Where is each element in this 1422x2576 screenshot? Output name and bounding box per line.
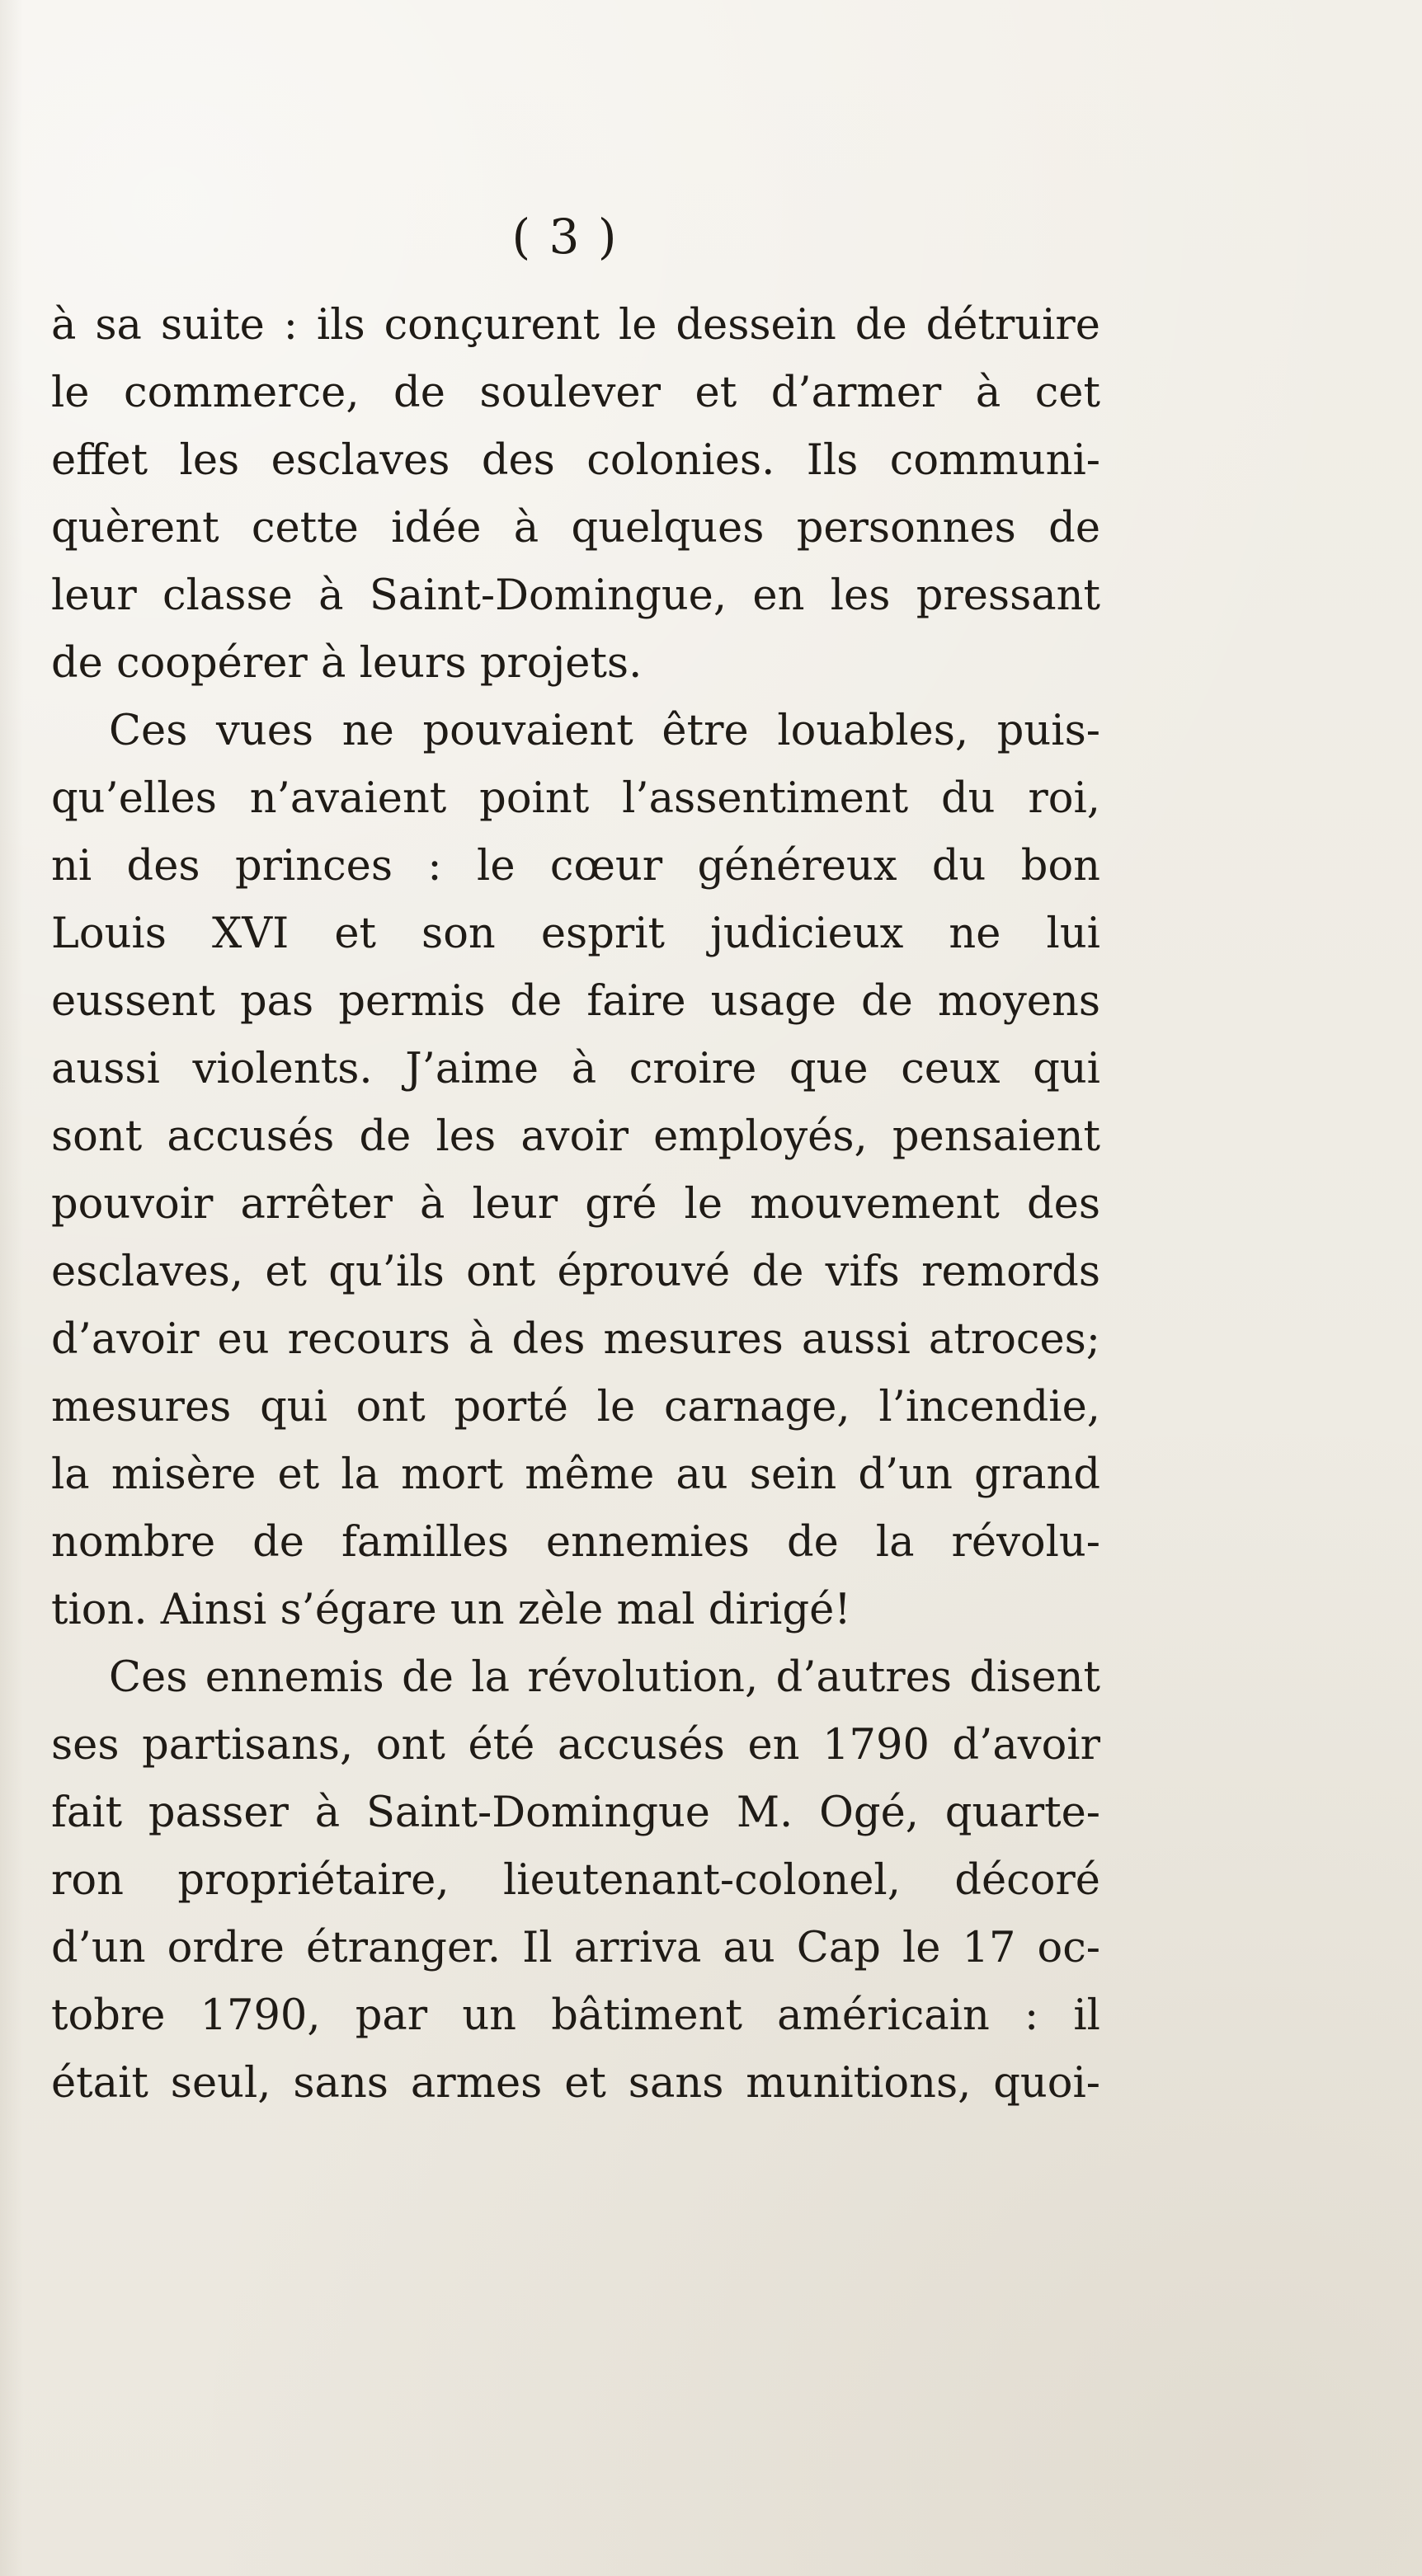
- text-line: de coopérer à leurs projets.: [51, 639, 643, 688]
- page-edge-shadow: [0, 0, 23, 2576]
- text-line: quèrent cette idée à quelques personnes de: [51, 504, 1100, 552]
- text-line: tobre 1790, par un bâtiment américain : il: [51, 1991, 1100, 2040]
- text-line: le commerce, de soulever et d’armer à cet: [51, 369, 1100, 417]
- text-line: qu’elles n’avaient point l’assentiment du roi,: [51, 774, 1100, 823]
- text-line: à sa suite : ils conçurent le dessein de détruire: [51, 301, 1100, 350]
- text-line: Ces vues ne pouvaient être louables, puis-: [109, 707, 1100, 755]
- text-line: aussi violents. J’aime à croire que ceux qui: [51, 1045, 1100, 1093]
- text-line: Ces ennemis de la révolution, d’autres disent: [109, 1653, 1100, 1702]
- text-line: ses partisans, ont été accusés en 1790 d’avoir: [51, 1721, 1100, 1770]
- text-line: tion. Ainsi s’égare un zèle mal dirigé!: [51, 1586, 851, 1634]
- paragraph-3: [51, 1644, 1100, 2118]
- text-line: d’un ordre étranger. Il arriva au Cap le 17 oc-: [51, 1924, 1100, 1972]
- text-line: était seul, sans armes et sans munitions, quoi-: [51, 2059, 1100, 2108]
- text-line: ni des princes : le cœur généreux du bon: [51, 842, 1100, 891]
- text-line: sont accusés de les avoir employés, pensaient: [51, 1112, 1100, 1161]
- text-line: fait passer à Saint-Domingue M. Ogé, quarte-: [51, 1789, 1100, 1837]
- body-text: [51, 292, 1100, 2118]
- text-line: la misère et la mort même au sein d’un grand: [51, 1450, 1100, 1499]
- text-line: mesures qui ont porté le carnage, l’incendie,: [51, 1383, 1100, 1431]
- page-number: ( 3 ): [511, 209, 619, 265]
- text-line: nombre de familles ennemies de la révolu-: [51, 1518, 1100, 1567]
- text-line: d’avoir eu recours à des mesures aussi atroces;: [51, 1315, 1100, 1364]
- text-line: esclaves, et qu’ils ont éprouvé de vifs remords: [51, 1248, 1100, 1296]
- text-line: effet les esclaves des colonies. Ils communi-: [51, 436, 1100, 485]
- paragraph-2: [51, 698, 1100, 1644]
- text-line: Louis XVI et son esprit judicieux ne lui: [51, 910, 1100, 958]
- paragraph-1: [51, 292, 1100, 698]
- text-line: pouvoir arrêter à leur gré le mouvement des: [51, 1180, 1100, 1229]
- text-line: eussent pas permis de faire usage de moyens: [51, 977, 1100, 1026]
- text-line: leur classe à Saint-Domingue, en les pressant: [51, 571, 1100, 620]
- text-line: ron propriétaire, lieutenant-colonel, décoré: [51, 1856, 1100, 1905]
